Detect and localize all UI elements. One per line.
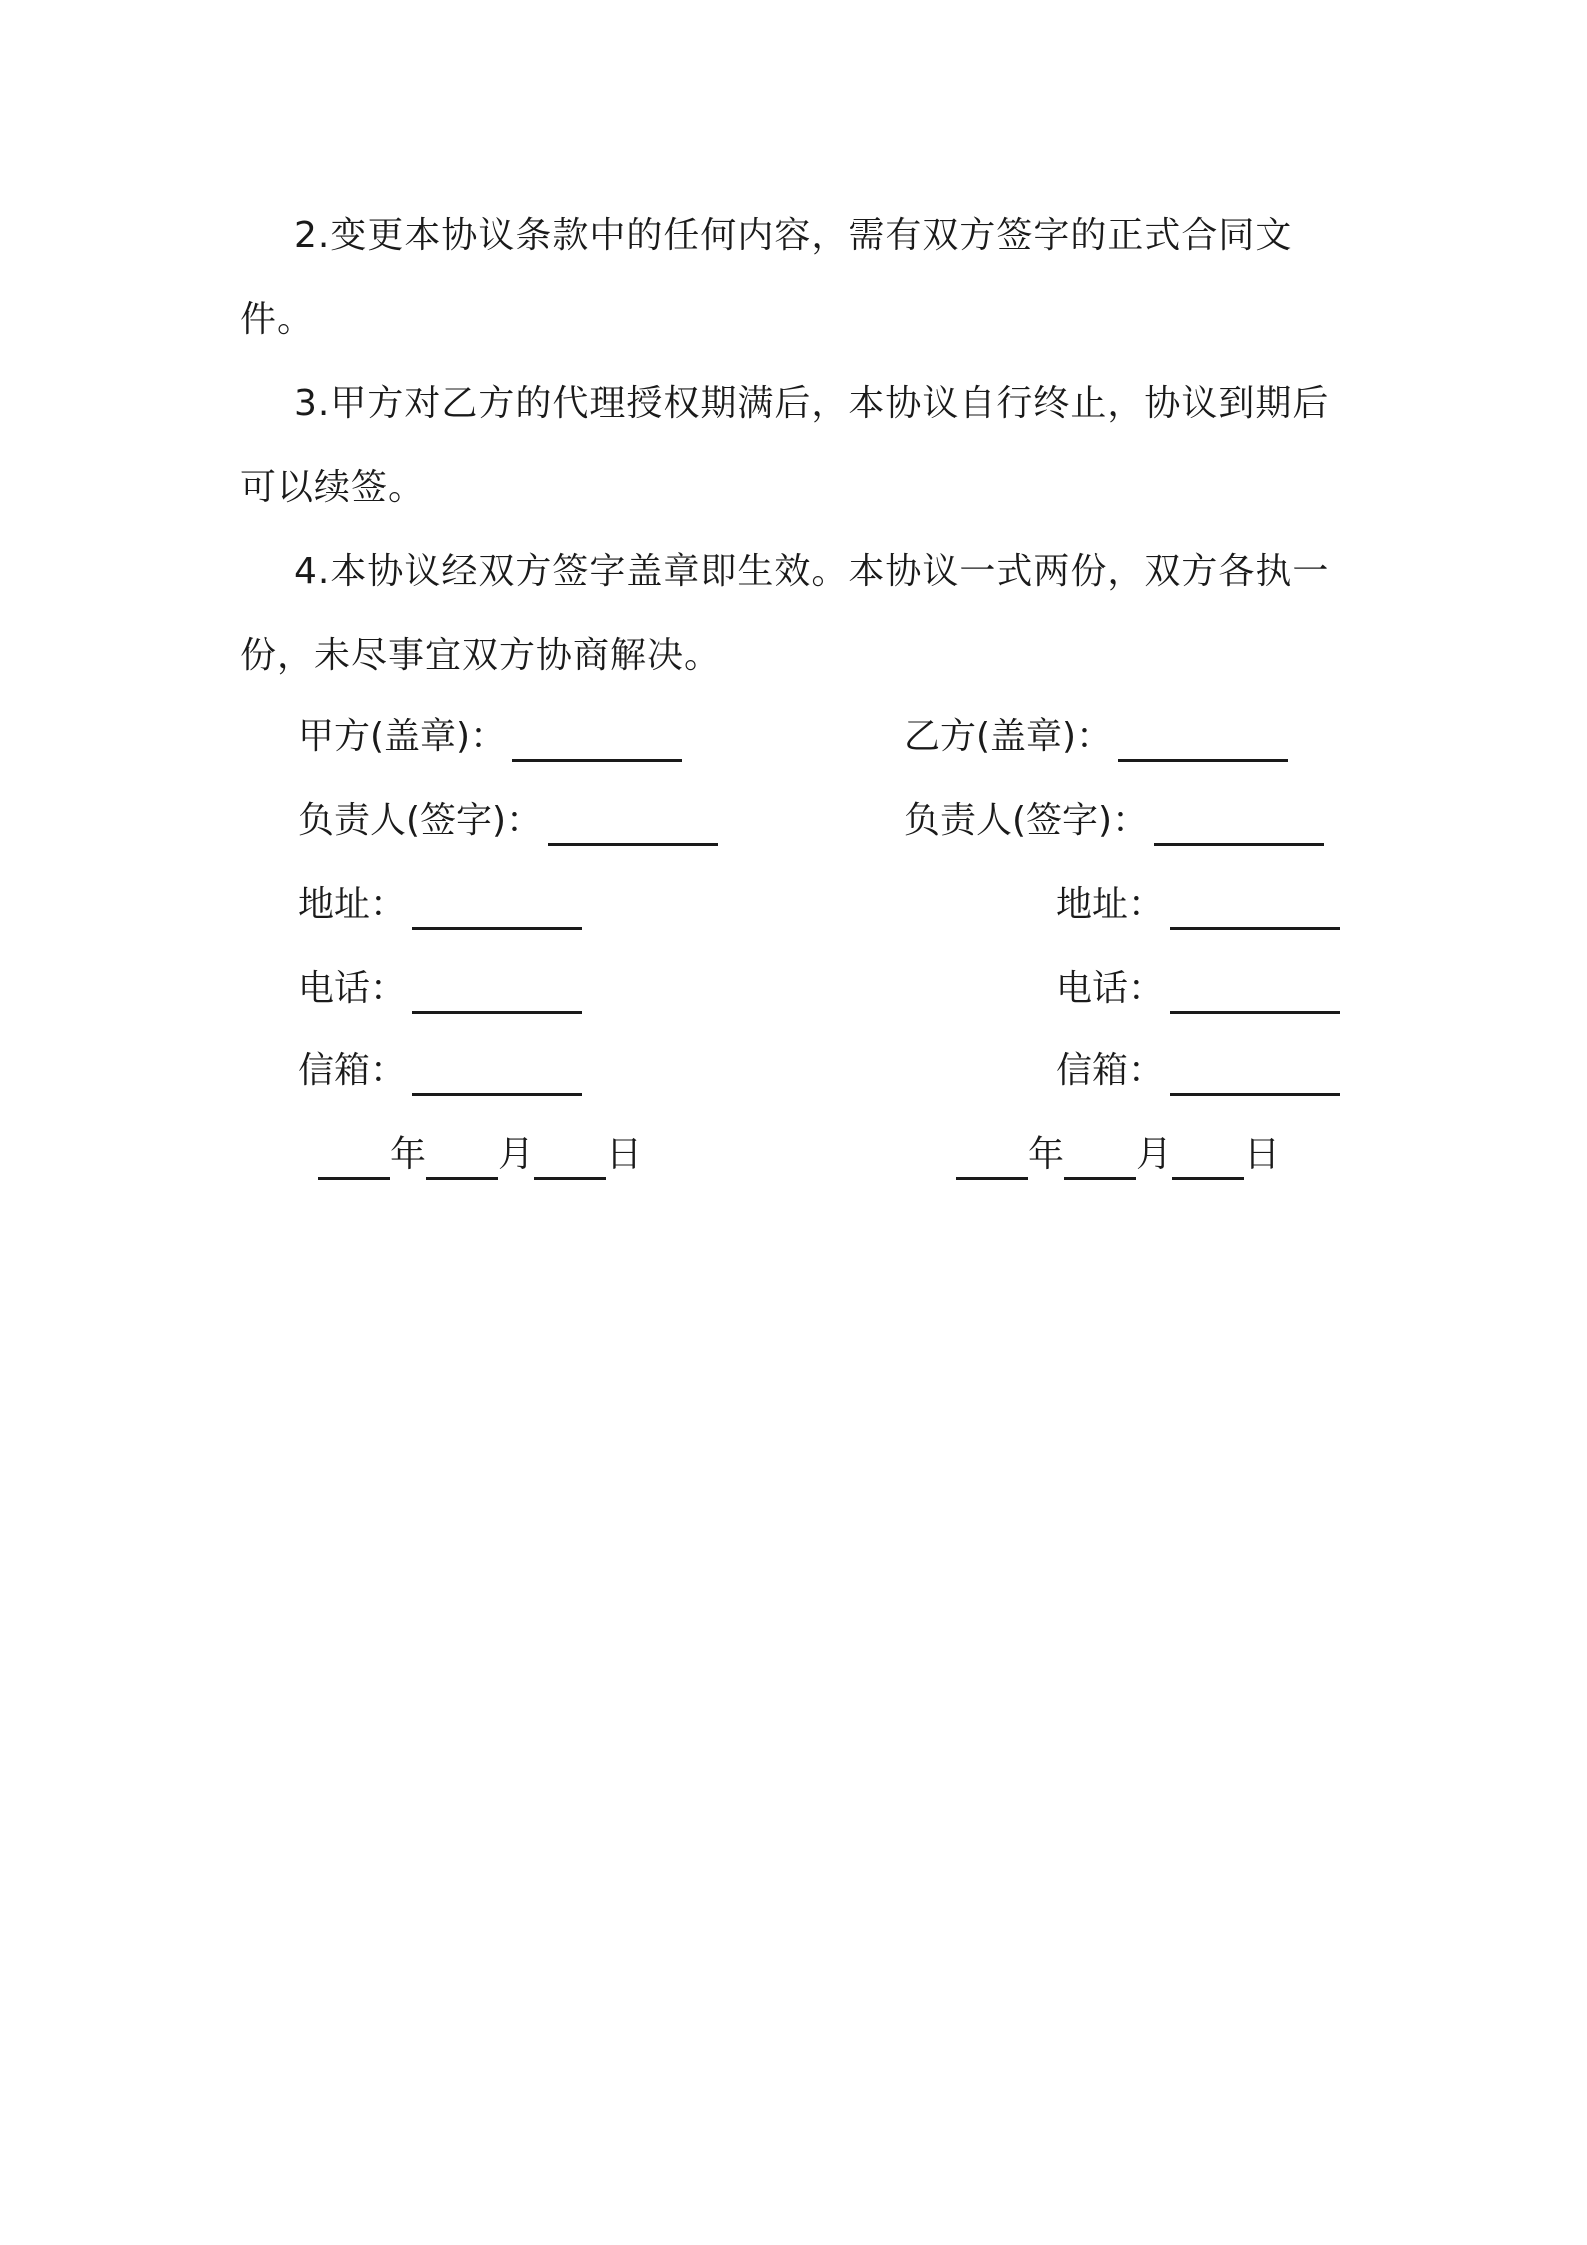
party-a-person-blank — [548, 805, 718, 846]
party-b-seal-line — [904, 712, 1288, 762]
party-a-email-blank — [412, 1055, 582, 1096]
party-b-email-label: 信箱： — [1056, 1050, 1165, 1091]
party-b-month-label: 月 — [1136, 1134, 1173, 1175]
party-a-day-blank — [534, 1139, 606, 1180]
party-a-phone-label: 电话： — [298, 968, 407, 1009]
party-b-person-blank — [1154, 805, 1324, 846]
party-b-email-blank — [1170, 1055, 1340, 1096]
party-b-address-blank — [1170, 889, 1340, 930]
party-b-person-line — [904, 796, 1324, 846]
party-b-phone-line — [1056, 964, 1340, 1014]
party-a-day-label: 日 — [606, 1134, 643, 1175]
party-a-email-label: 信箱： — [298, 1050, 407, 1091]
party-b-address-label: 地址： — [1056, 884, 1165, 925]
party-b-phone-blank — [1170, 973, 1340, 1014]
party-b-month-blank — [1064, 1139, 1136, 1180]
party-a-date-line — [318, 1130, 642, 1180]
clause-4: 4.本协议经双方签字盖章即生效。本协议一式两份，双方各执一份，未尽事宜双方协商解决。 — [240, 551, 1330, 676]
party-b-address-line — [1056, 880, 1340, 930]
clause-2: 2.变更本协议条款中的任何内容，需有双方签字的正式合同文件。 — [240, 215, 1293, 340]
party-a-phone-blank — [412, 973, 582, 1014]
party-a-address-label: 地址： — [298, 884, 407, 925]
party-a-address-line — [298, 880, 582, 930]
party-a-person-label: 负责人(签字)： — [298, 800, 543, 841]
party-a-month-blank — [426, 1139, 498, 1180]
party-b-day-label: 日 — [1244, 1134, 1281, 1175]
party-b-phone-label: 电话： — [1056, 968, 1165, 1009]
party-b-date-line — [956, 1130, 1280, 1180]
party-a-year-label: 年 — [390, 1134, 427, 1175]
party-a-phone-line — [298, 964, 582, 1014]
party-a-email-line — [298, 1046, 582, 1096]
party-a-address-blank — [412, 889, 582, 930]
party-a-year-blank — [318, 1139, 390, 1180]
party-b-year-blank — [956, 1139, 1028, 1180]
party-a-seal-line — [298, 712, 682, 762]
party-a-seal-label: 甲方(盖章)： — [298, 716, 507, 757]
party-a-month-label: 月 — [498, 1134, 535, 1175]
party-a-seal-blank — [512, 721, 682, 762]
party-b-person-label: 负责人(签字)： — [904, 800, 1149, 841]
party-b-seal-blank — [1118, 721, 1288, 762]
party-a-person-line — [298, 796, 718, 846]
party-b-year-label: 年 — [1028, 1134, 1065, 1175]
party-b-day-blank — [1172, 1139, 1244, 1180]
clause-3: 3.甲方对乙方的代理授权期满后，本协议自行终止，协议到期后可以续签。 — [240, 383, 1330, 508]
party-b-email-line — [1056, 1046, 1340, 1096]
party-b-seal-label: 乙方(盖章)： — [904, 716, 1113, 757]
